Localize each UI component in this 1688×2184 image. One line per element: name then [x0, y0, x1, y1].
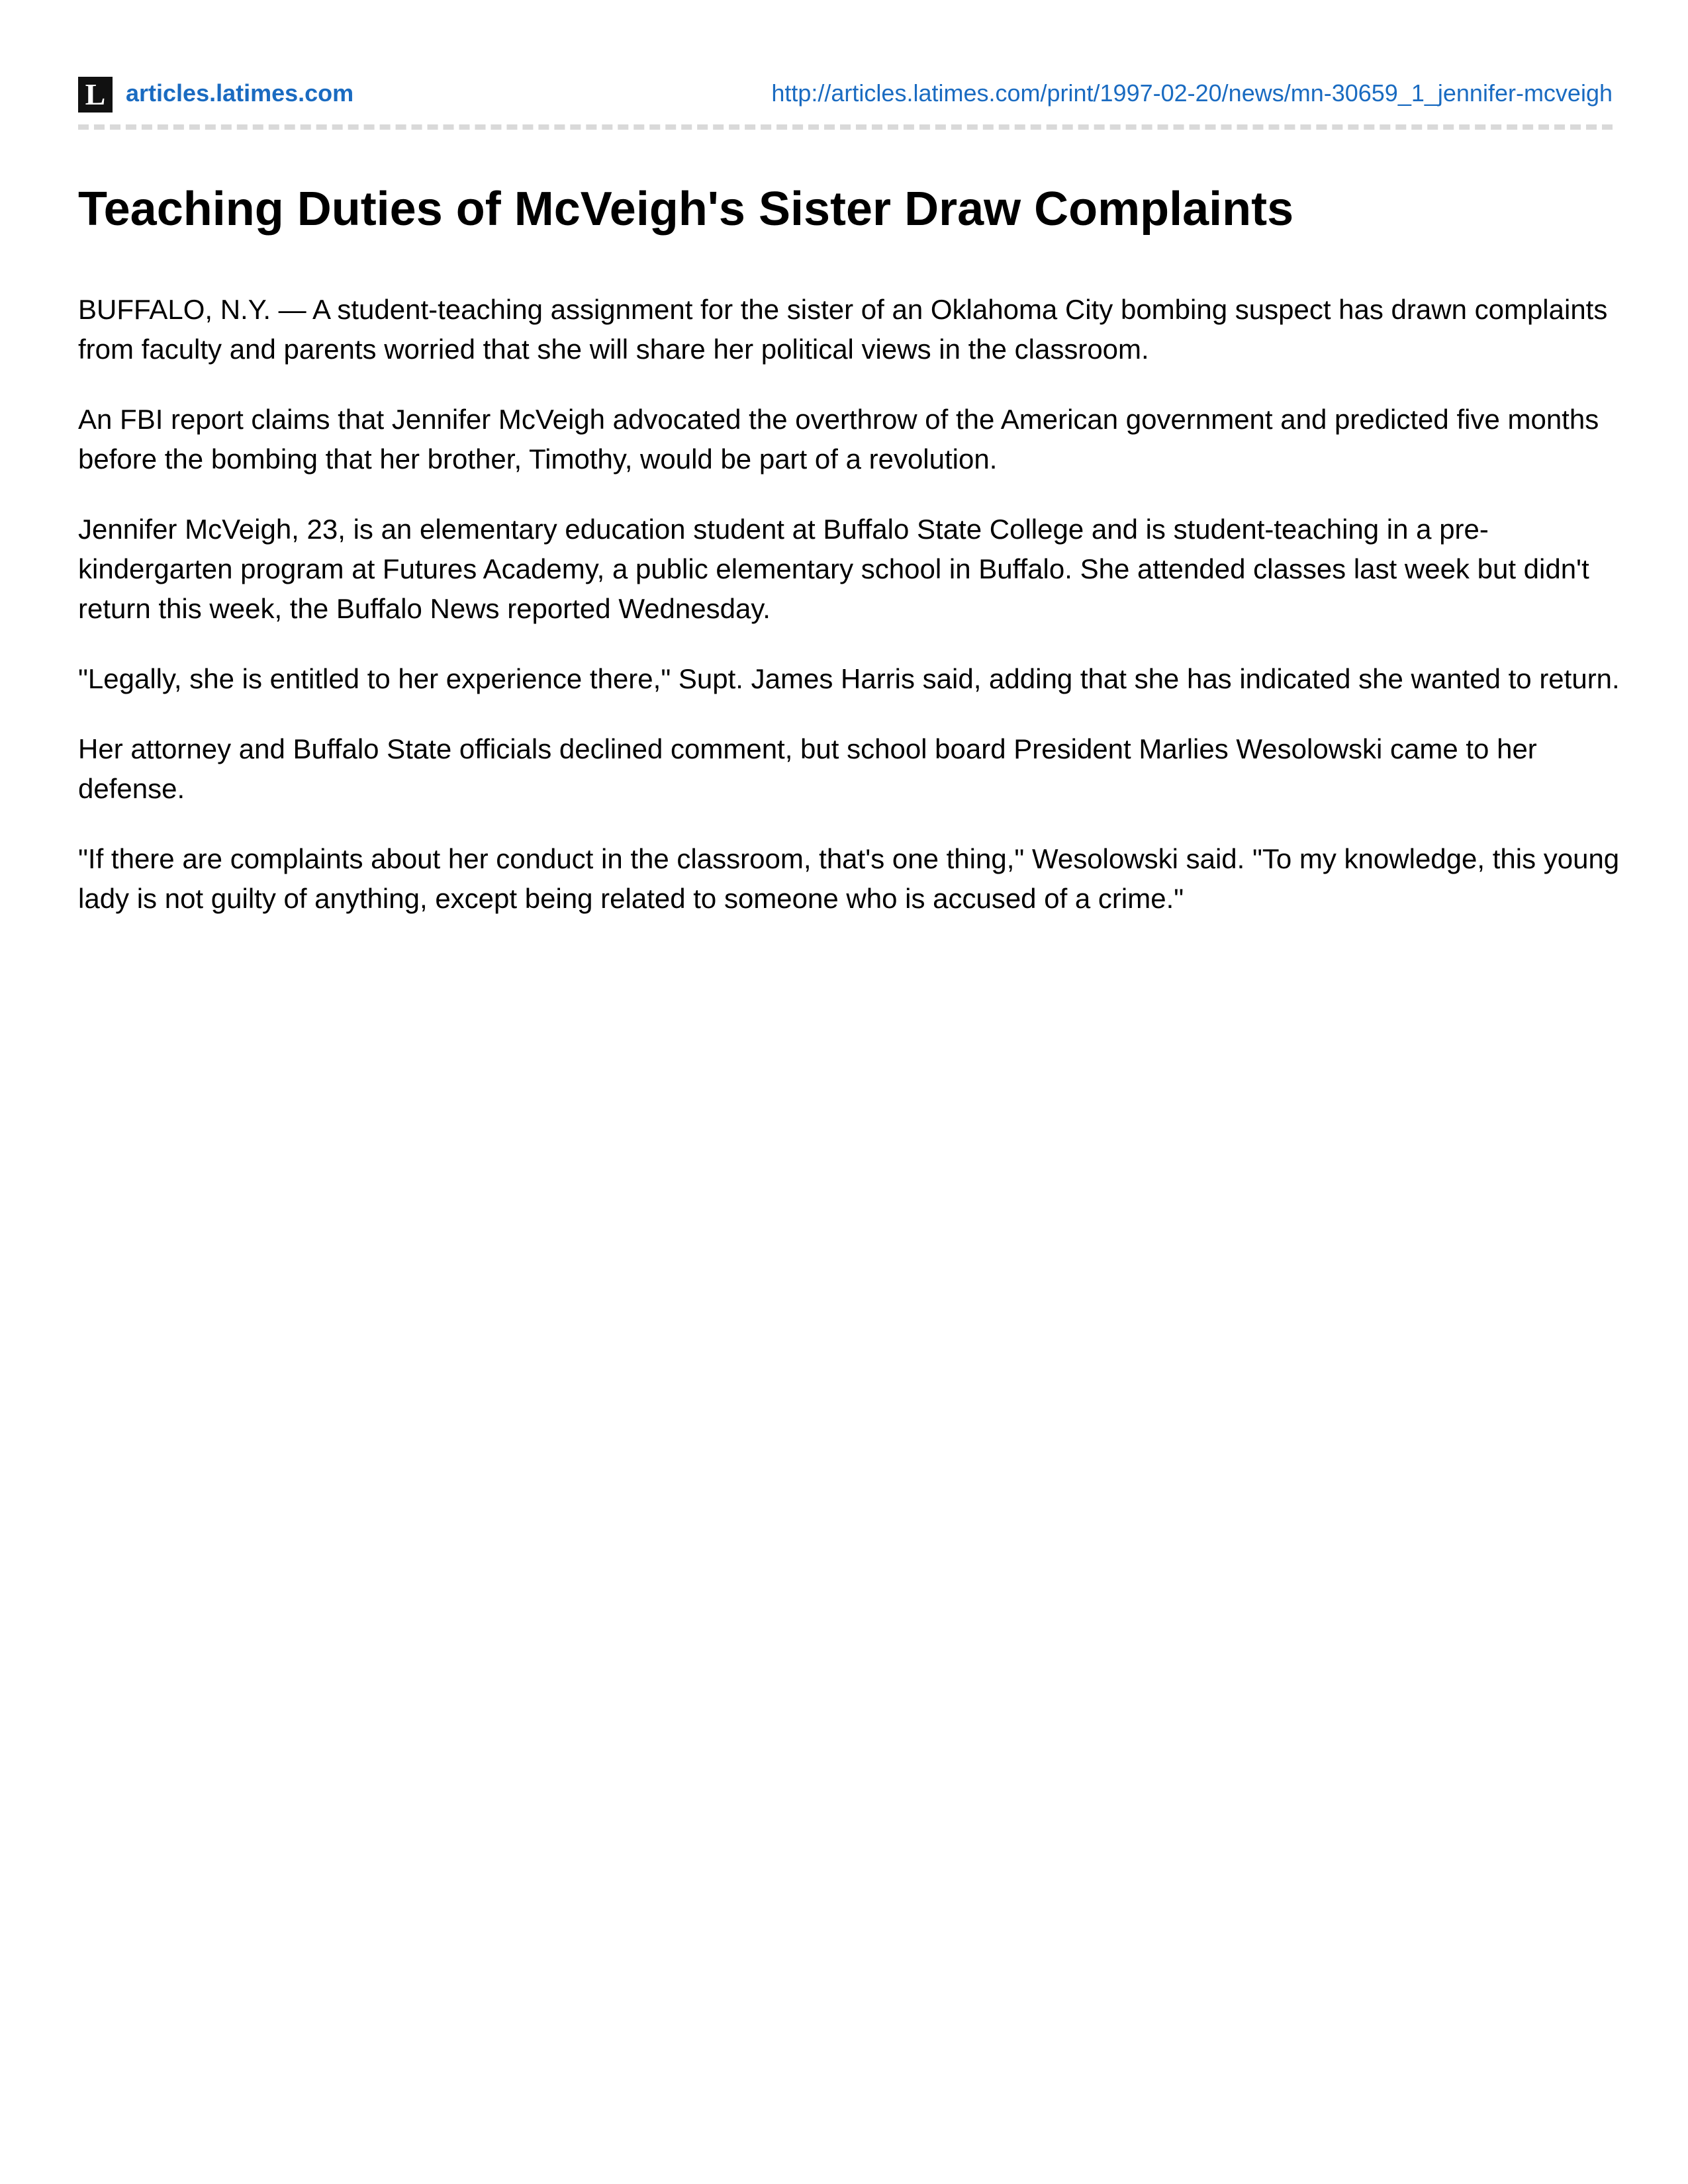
- article-paragraph: Her attorney and Buffalo State officials declined comment, but school board President Marlies Wesolowski came to her defense.: [78, 733, 1537, 804]
- article-url-link[interactable]: http://articles.latimes.com/print/1997-02-20/news/mn-30659_1_jennifer-mcveigh: [771, 79, 1613, 107]
- site-link[interactable]: articles.latimes.com: [126, 79, 354, 107]
- article-paragraph: "If there are complaints about her conduct in the classroom, that's one thing," Wesolowski said. "To my knowledge, this young lady is not guilty of anything, except being related to someone who is accused of a crime.": [78, 843, 1620, 914]
- article-title: Teaching Duties of McVeigh's Sister Draw Complaints: [78, 183, 1294, 236]
- la-times-logo-icon: L: [78, 77, 113, 113]
- article-body: [78, 290, 1620, 949]
- article-paragraph: "Legally, she is entitled to her experience there," Supt. James Harris said, adding that she has indicated she wanted to return.: [78, 663, 1620, 694]
- header-divider: [78, 124, 1613, 130]
- article-paragraph: An FBI report claims that Jennifer McVeigh advocated the overthrow of the American government and predicted five months before the bombing that her brother, Timothy, would be part of a revolution.: [78, 404, 1599, 475]
- article-paragraph: BUFFALO, N.Y. — A student-teaching assignment for the sister of an Oklahoma City bombing suspect has drawn complaints from faculty and parents worried that she will share her political views in the classroom.: [78, 294, 1608, 365]
- article-paragraph: Jennifer McVeigh, 23, is an elementary education student at Buffalo State College and is student-teaching in a pre-kindergarten program at Futures Academy, a public elementary school in Buffalo. She attended classes last week but didn't return this week, the Buffalo News reported Wednesday.: [78, 514, 1589, 624]
- page-header: [78, 77, 1613, 116]
